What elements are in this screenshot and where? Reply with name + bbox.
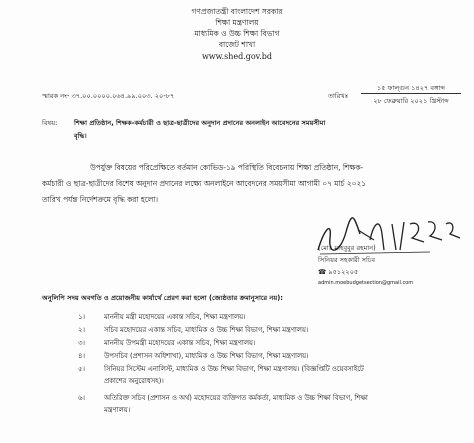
subject-line-2: বৃদ্ধি। <box>74 132 87 140</box>
subject-label: বিষয়: <box>42 119 58 127</box>
list-item-number: ১। <box>78 313 86 321</box>
division-heading: মাধ্যমিক ও উচ্চ শিক্ষা বিভাগ <box>194 29 280 38</box>
list-item: মাননীয় উপমন্ত্রী মহোদয়ের একান্ত সচিব, শিক্ষা মন্ত্রণালয়। <box>104 339 256 347</box>
memo-number <box>42 91 174 101</box>
list-item-number: ৩। <box>78 339 86 347</box>
list-item: অতিরিক্ত সচিব (প্রশাসন ও অর্থ) মহোদয়ের ব্যক্তিগত কর্মকর্তা, মাধ্যমিক ও উচ্চ শিক্ষা বিভাগ, শিক্ষা <box>104 394 368 402</box>
body-line-1: উপর্যুক্ত বিষয়ের পরিপ্রেক্ষিতে বর্তমান কোভিড-১৯ পরিস্থিতি বিবেচনায় শিক্ষা প্রতিষ্ঠান, শিক্ষক- <box>90 163 364 172</box>
body-line-2: কর্মচারী ও ছাত্র-ছাত্রীদের বিশেষ অনুদান প্রদানের লক্ষ্যে অনলাইনে আবেদনের সময়সীমা আগামী ০৭ মার্চ ২০২১ <box>42 179 367 188</box>
list-item: উপসচিব (প্রশাসন অধিশাখা), মাধ্যমিক ও উচ্চ শিক্ষা বিভাগ, শিক্ষা মন্ত্রণালয়। <box>104 352 309 360</box>
list-item-continued: মন্ত্রণালয়। <box>104 406 131 414</box>
date-bangla: ১৫ ফাল্গুন ১৪২৭ বঙ্গাব্দ <box>361 83 461 94</box>
phone-icon: ☎ <box>318 268 329 276</box>
date-english: ২৮ ফেব্রুয়ারি ২০২১ খ্রিস্টাব্দ <box>373 97 449 105</box>
govt-heading: গণপ্রজাতন্ত্রী বাংলাদেশ সরকার <box>191 7 283 16</box>
signatory-designation: সিনিয়র সহকারী সচিব <box>318 256 376 264</box>
memo-label: স্মারক নং- <box>42 92 70 100</box>
list-item-number: ২। <box>78 326 86 334</box>
memo-value: ৩৭.০০.০০০০.০৬৪.৯৯.০০৩. ২০-৮৭ <box>71 92 175 100</box>
section-heading: বাজেট শাখা <box>218 40 256 49</box>
date-label: তারিখঃ <box>328 92 349 100</box>
distribution-heading: অনুলিপি সদয় অবগতি ও প্রয়োজনীয় কার্যার্থে প্রেরণ করা হলো (জ্যেষ্ঠতার ক্রমানুসারে নয়): <box>42 294 283 302</box>
list-item: মাননীয় মন্ত্রী মহোদয়ের একান্ত সচিব, শিক্ষা মন্ত্রণালয়। <box>104 313 246 321</box>
list-item-number: ৪। <box>78 352 86 360</box>
website-text: www.shed.gov.bd <box>201 52 273 61</box>
list-item: সচিব মহোদয়ের একান্ত সচিব, মাধ্যমিক ও উচ্চ শিক্ষা বিভাগ, শিক্ষা মন্ত্রণালয়। <box>104 326 309 334</box>
subject-line-1: শিক্ষা প্রতিষ্ঠান, শিক্ষক-কর্মচারী ও ছাত্র-ছাত্রীদের অনুদান প্রদানের অনলাইন আবেদনের সময়সীমা <box>74 119 326 127</box>
signatory-phone: ☎ ৯৫১২২০৫ <box>318 268 359 276</box>
list-item-number: ৫। <box>78 365 86 373</box>
signatory-name: (মোঃ মাহবুবুর রহমান) <box>318 244 376 252</box>
list-item-number: ৬। <box>78 394 86 402</box>
signatory-email: admin.moebudgetsection@gmail.com <box>318 280 414 286</box>
list-item: সিনিয়র সিস্টেম এনালিস্ট, মাধ্যমিক ও উচ্চ শিক্ষা বিভাগ, শিক্ষা মন্ত্রণালয়। (বিজ্ঞপ্তিটি ওয়েবসাইটে <box>104 365 364 373</box>
ministry-heading: শিক্ষা মন্ত্রণালয় <box>215 18 259 27</box>
list-item-continued: প্রকাশের অনুরোধসহ)। <box>104 377 164 385</box>
body-line-3: তারিখ পর্যন্ত নির্দেশক্রমে বৃদ্ধি করা হলো। <box>42 195 159 204</box>
